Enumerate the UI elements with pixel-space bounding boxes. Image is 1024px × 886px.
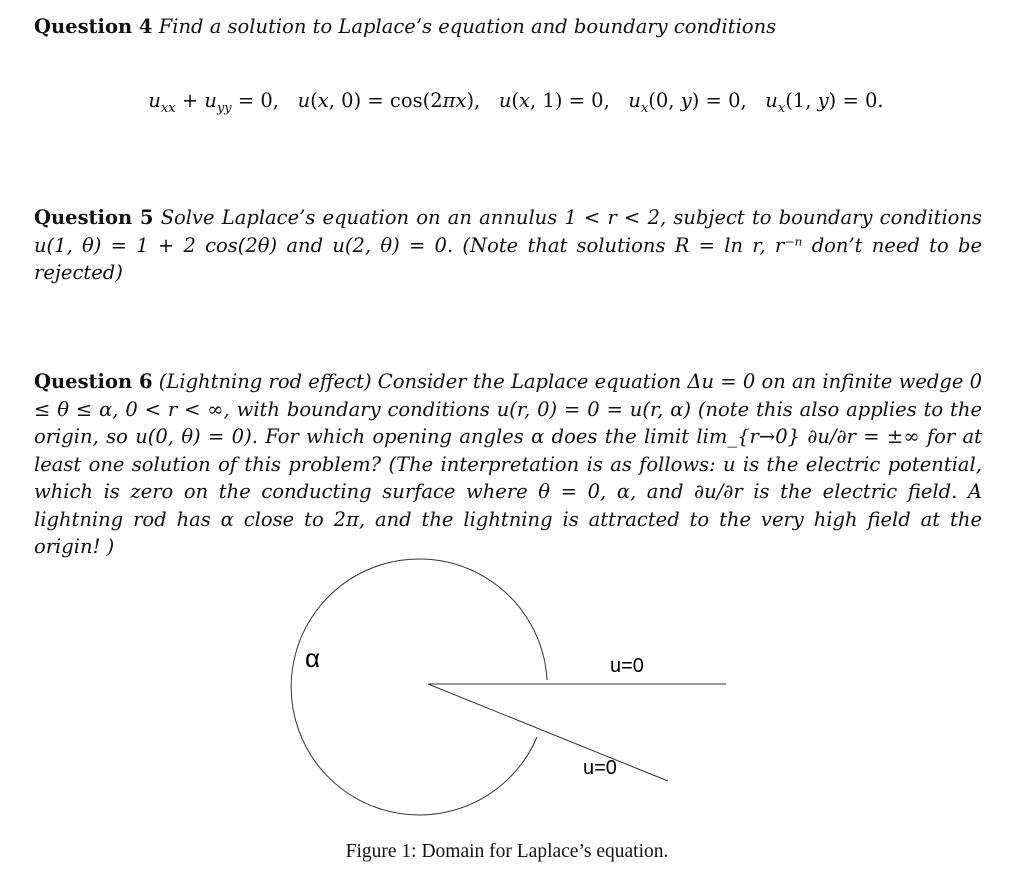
figure-caption: Figure 1: Domain for Laplace’s equation. (345, 841, 669, 862)
question-4-text: Find a solution to Laplace’s equation and boundary conditions (158, 15, 777, 38)
bottom-ray-label: u=0 (583, 757, 617, 779)
wedge-arc (291, 559, 547, 815)
top-ray-label: u=0 (610, 655, 644, 677)
question-6-label: Question 6 (34, 370, 153, 393)
question-5-label: Question 5 (34, 206, 154, 229)
question-5-text: Solve Laplace’s equation on an annulus 1 < r < 2, subject to boundary conditions u(1, θ) = 1 + 2 cos(2θ) and u(2, θ) = 0. (Note that solutions R = ln r, r⁻ⁿ don’t need to be rejected) (34, 206, 982, 284)
question-6-text: (Lightning rod effect) Consider the Laplace equation Δu = 0 on an infinite wedge 0 ≤ θ ≤ α, 0 < r < ∞, with boundary conditions u(r, 0) = 0 = u(r, α) (note this also applies to the origin, so u(0, θ) = 0). For which opening angles α does the limit lim_{r→0} ∂u/∂r = ±∞ for at least one solution of this problem? (The interpretation is as follows: u is the electric potential, which is zero on the conducting surface where θ = 0, α, and ∂u/∂r is the electric field. A lightning rod has α close to 2π, and the lightning is attracted to the very high field at the origin! ) (34, 370, 982, 558)
bottom-ray (428, 684, 668, 781)
alpha-label: α (305, 643, 321, 673)
question-4-equation: $u_{xx} + u_{yy} = 0$, u(x, 0) = cos(2πx), u(x, 1) = 0, $u_x(0$, y) = 0, $u_x(1$, y) = 0. (148, 89, 884, 116)
question-4-label: Question 4 (34, 15, 153, 38)
